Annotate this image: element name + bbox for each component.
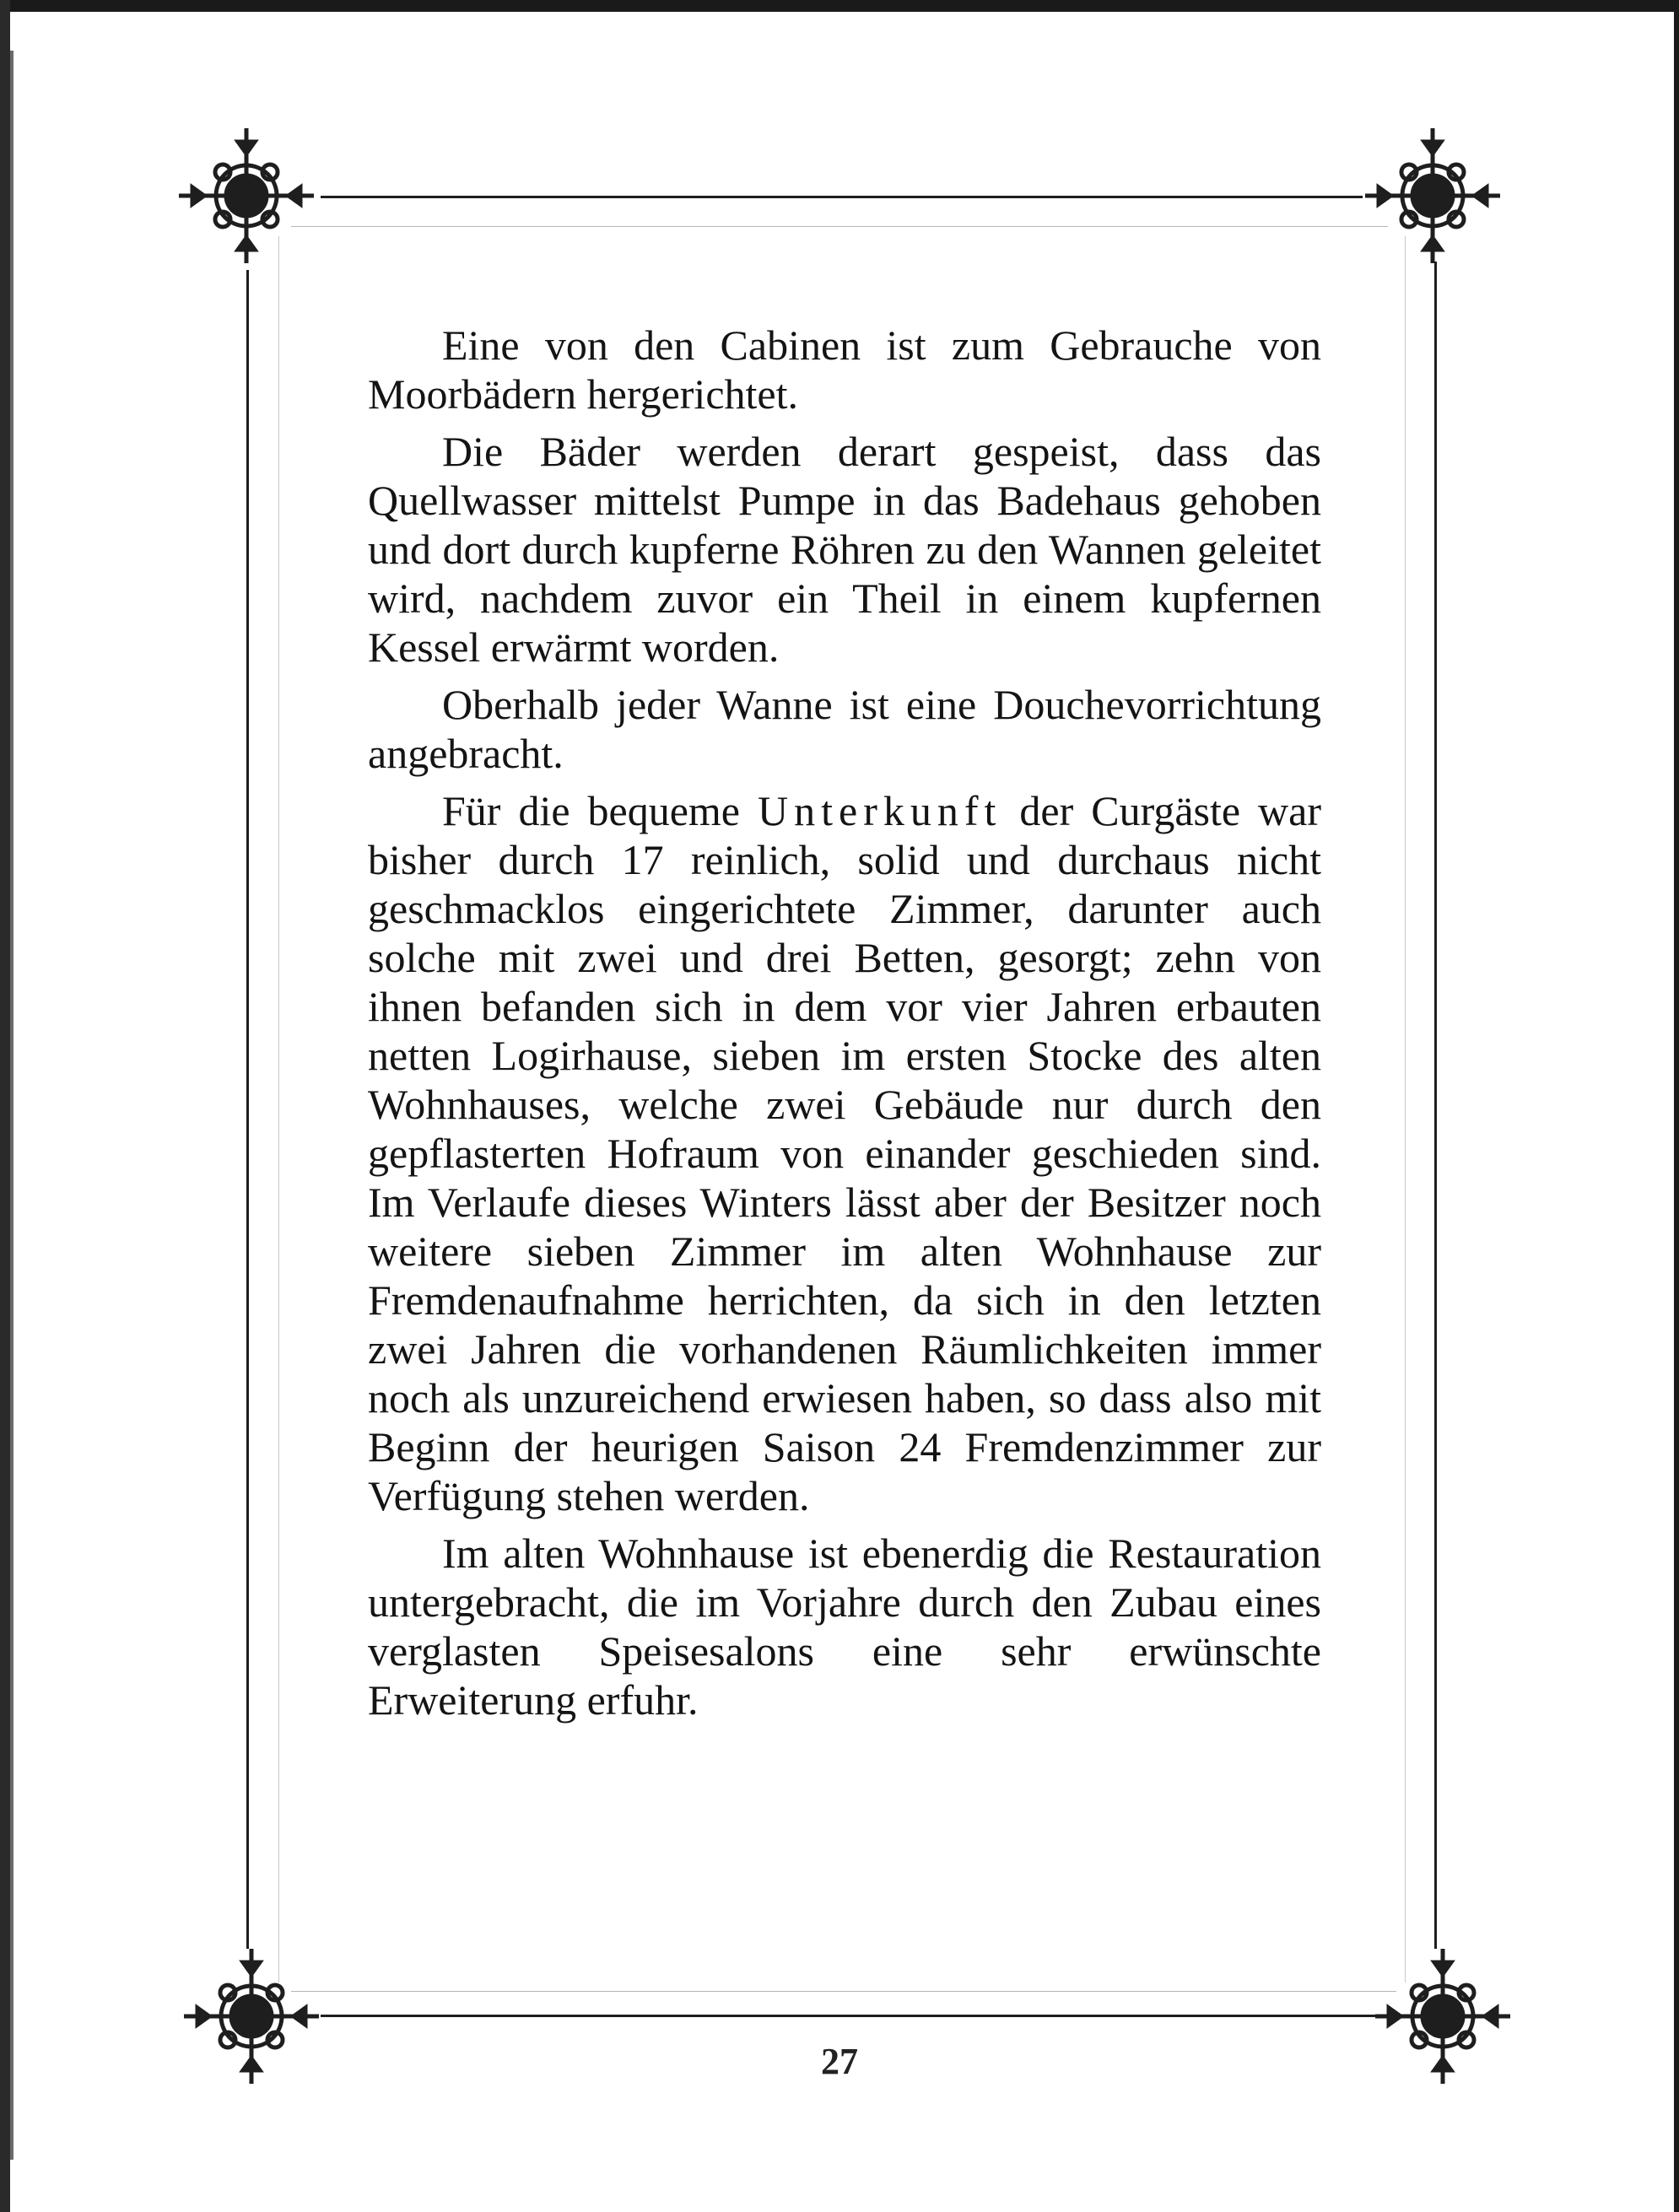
frame-left-inner-line bbox=[278, 236, 279, 1983]
frame-bottom-line bbox=[321, 2015, 1375, 2017]
ornamental-rosette-icon bbox=[170, 120, 322, 272]
scan-edge-right bbox=[1674, 0, 1679, 2212]
frame-left-line bbox=[246, 270, 249, 1949]
paragraph-1: Eine von den Cabinen ist zum Gebrauche von Moorbädern hergerichtet. bbox=[368, 321, 1321, 418]
page-number: 27 bbox=[821, 2041, 858, 2082]
frame-top-line bbox=[321, 196, 1363, 198]
frame-right-inner-line bbox=[1405, 236, 1406, 1983]
paragraph-4 bbox=[368, 786, 1321, 1520]
scan-edge-left-shadow bbox=[10, 51, 13, 2160]
scan-edge-top bbox=[0, 0, 1679, 12]
frame-bottom-inner-line bbox=[291, 1991, 1396, 1992]
paragraph-4-start: Für die bequeme bbox=[442, 787, 758, 834]
paragraph-3: Oberhalb jeder Wanne ist eine Douchevorrichtung angebracht. bbox=[368, 681, 1321, 777]
paragraph-4-rest: der Curgäste war bisher durch 17 reinlich, solid und durchaus nicht geschmacklos eingerichtete Zimmer, darunter auch solche mit zwei und drei Betten, gesorgt; zehn von ihnen befanden sich in dem vor vier Jahren erbauten netten Logirhause, sieben im ersten Stocke des alten Wohnhauses, welche zwei Gebäude nur durch den gepflasterten Hofraum von einander geschieden sind. Im Verlaufe dieses Winters lässt aber der Besitzer noch weitere sieben Zimmer im alten Wohnhause zur Fremdenaufnahme herrichten, da sich in den letzten zwei Jahren die vorhandenen Räumlichkeiten immer noch als unzureichend erwiesen haben, so dass also mit Beginn der heurigen Saison 24 Fremdenzimmer zur Verfügung stehen werden. bbox=[368, 787, 1322, 1519]
paragraph-5: Im alten Wohnhause ist ebenerdig die Restauration untergebracht, die im Vorjahre durch den Zubau eines verglasten Speisesalons eine sehr erwünschte Erweiterung erfuhr. bbox=[368, 1530, 1321, 1724]
paragraph-2: Die Bäder werden derart gespeist, dass das Quellwasser mittelst Pumpe in das Badehaus gehoben und dort durch kupferne Röhren zu den Wannen geleitet wird, nachdem zuvor ein Theil in einem kupfernen Kessel erwärmt worden. bbox=[368, 428, 1321, 671]
page-text bbox=[368, 321, 1321, 1733]
emphasized-word: Unterkunft bbox=[758, 787, 1002, 834]
ornamental-rosette-icon bbox=[1357, 120, 1509, 272]
frame-right-line bbox=[1434, 262, 1437, 1949]
frame-top-inner-line bbox=[291, 226, 1388, 227]
scan-edge-left bbox=[0, 0, 10, 2212]
